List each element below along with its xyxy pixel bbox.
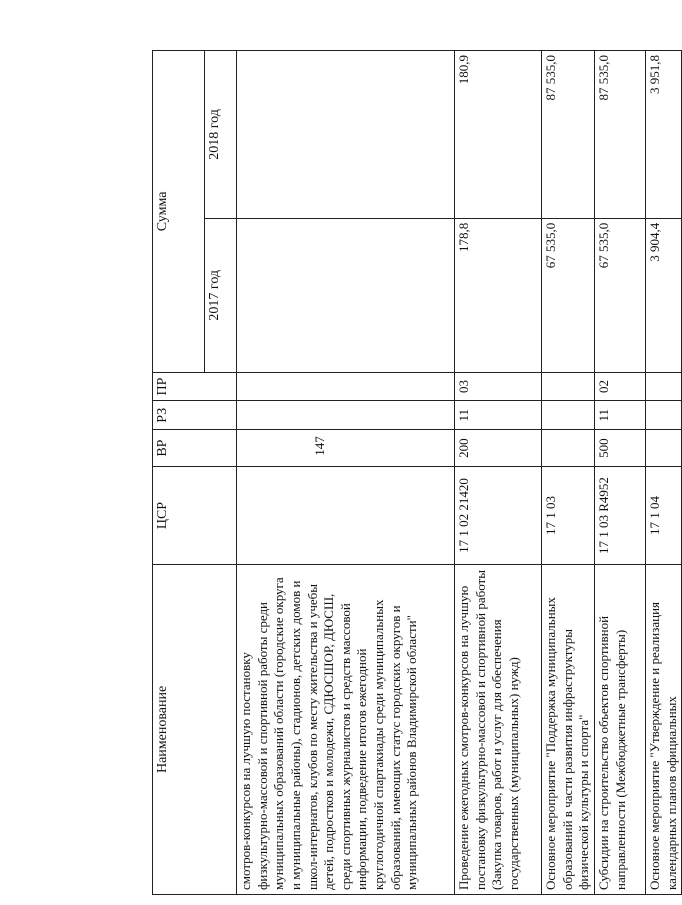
cell-name: Проведение ежегодных смотров-конкурсов на лучшую постановку физкультурно-массовой и спортивной работы (Закупка товаров, работ и услуг для обеспечения государственных (муниципальных) нужд): [455, 564, 542, 894]
cell-csr: [237, 467, 455, 565]
cell-pr: [542, 372, 595, 401]
cell-pr: [237, 372, 455, 401]
cell-csr: 17 1 04: [645, 467, 681, 565]
cell-2018: 87 535,0: [542, 51, 595, 219]
header-vr: ВР: [153, 430, 237, 467]
cell-2018: 3 951,8: [645, 51, 681, 219]
cell-2018: 87 535,0: [594, 51, 645, 219]
header-2017: 2017 год: [205, 218, 237, 372]
cell-pr: [645, 372, 681, 401]
cell-csr: 17 1 03: [542, 467, 595, 565]
header-name: Наименование: [153, 564, 237, 894]
cell-vr: [542, 430, 595, 467]
table-row: [542, 51, 595, 895]
page-number: 147: [312, 436, 327, 456]
header-pr: ПР: [153, 372, 237, 401]
cell-rz: [645, 401, 681, 430]
table-row: [645, 51, 681, 895]
cell-csr: 17 1 02 21420: [455, 467, 542, 565]
cell-name: Субсидии на строительство объектов спортивной направленности (Межбюджетные трансферты): [594, 564, 645, 894]
cell-vr: [237, 430, 455, 467]
cell-2017: 178,8: [455, 218, 542, 372]
cell-vr: 200: [455, 430, 542, 467]
cell-csr: 17 1 03 R4952: [594, 467, 645, 565]
rotated-table-wrapper: [152, 50, 679, 895]
budget-table: [152, 50, 682, 895]
header-csr: ЦСР: [153, 467, 237, 565]
cell-rz: [237, 401, 455, 430]
cell-pr: 02: [594, 372, 645, 401]
cell-2017: 3 904,4: [645, 218, 681, 372]
cell-2017: 67 535,0: [542, 218, 595, 372]
header-2018: 2018 год: [205, 51, 237, 219]
header-sum: Сумма: [153, 51, 205, 373]
cell-2018: [237, 51, 455, 219]
table-row: [455, 51, 542, 895]
cell-name: Основное мероприятие "Поддержка муниципальных образований в части развития инфраструктуры физической культуры и спорта": [542, 564, 595, 894]
cell-2018: 180,9: [455, 51, 542, 219]
cell-pr: 03: [455, 372, 542, 401]
header-rz: РЗ: [153, 401, 237, 430]
table-row: [594, 51, 645, 895]
table-row: [237, 51, 455, 895]
cell-rz: [542, 401, 595, 430]
cell-vr: [645, 430, 681, 467]
cell-name: смотров-конкурсов на лучшую постановку физкультурно-массовой и спортивной работы среди муниципальных образований области (городские округа и муниципальные районы), стадионов, детских домов и школ-интернатов, клубов по месту жительства и учебы детей, подростков и молодежи, СДЮСШОР, ДЮСШ, среди спортивных журналистов и средств массовой информации, подведение итогов ежегодной круглогодичной спартакиады среди муниципальных образований, имеющих статус городских округов и муниципальных районов Владимирской области": [237, 564, 455, 894]
cell-2017: [237, 218, 455, 372]
cell-rz: 11: [594, 401, 645, 430]
cell-2017: 67 535,0: [594, 218, 645, 372]
cell-name: Основное мероприятие "Утверждение и реализация календарных планов официальных: [645, 564, 681, 894]
cell-vr: 500: [594, 430, 645, 467]
cell-rz: 11: [455, 401, 542, 430]
